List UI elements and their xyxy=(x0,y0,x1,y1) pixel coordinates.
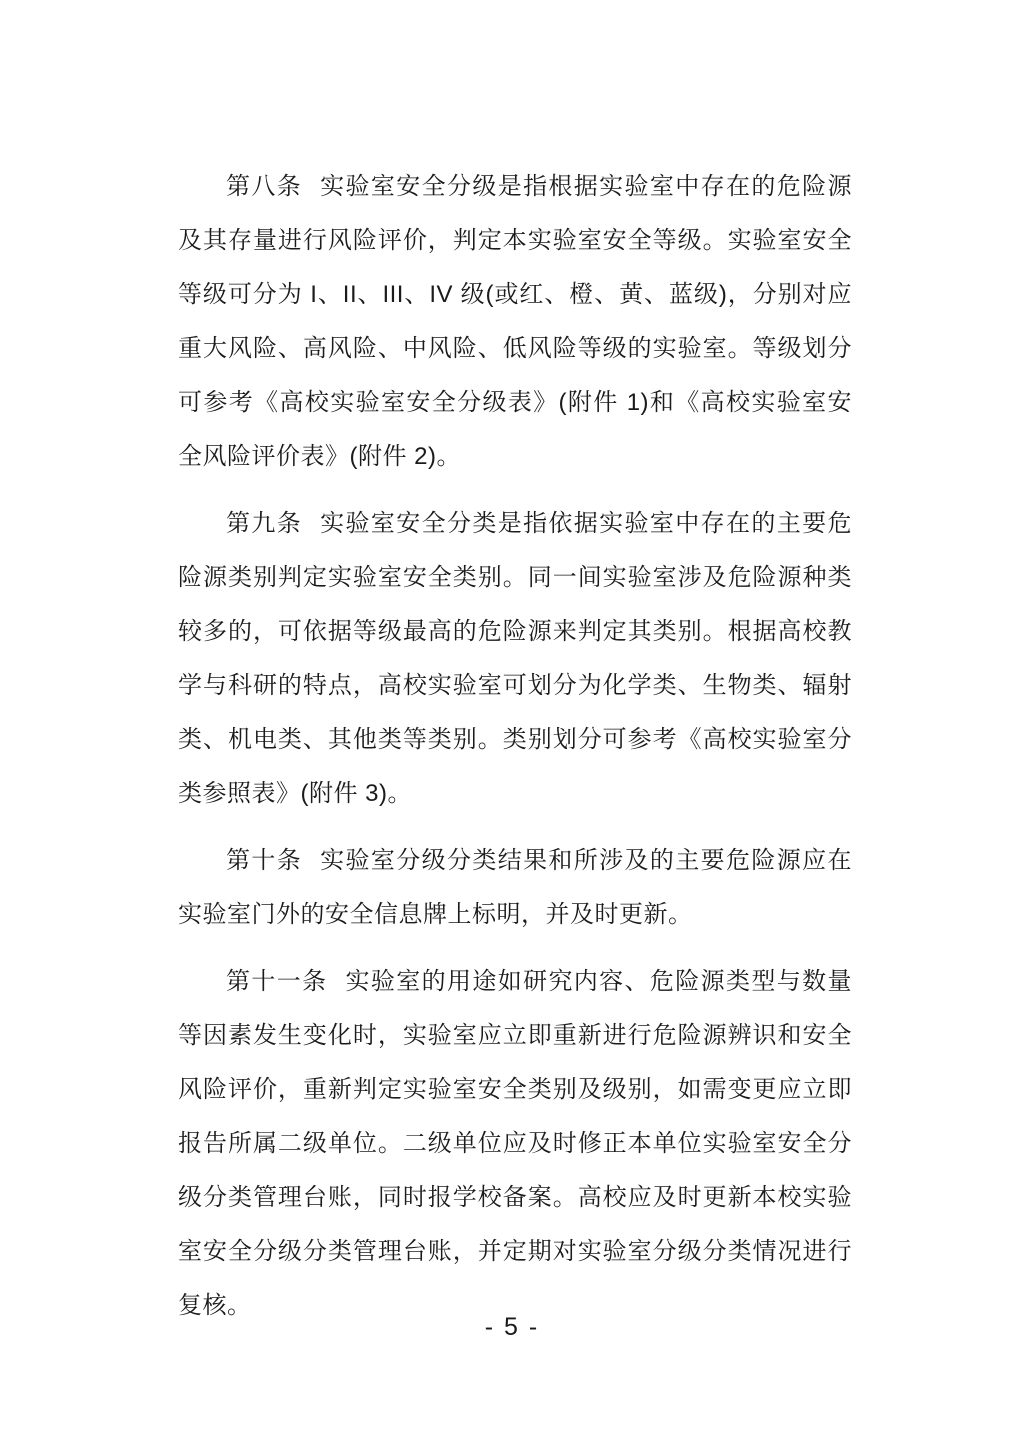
paragraph-article-11 xyxy=(178,955,852,1333)
paragraph-article-8 xyxy=(178,160,852,484)
article-8-text: 实验室安全分级是指根据实验室中存在的危险源及其存量进行风险评价，判定本实验室安全等级。实验室安全等级可分为 I、II、III、IV 级(或红、橙、黄、蓝级)，分别对应重大风险、高风险、中风险、低风险等级的实验室。等级划分可参考《高校实验室安全分级表》(附件 1)和《高校实验室安全风险评价表》(附件 2)。 xyxy=(178,173,852,470)
paragraph-article-9 xyxy=(178,497,852,821)
document-body xyxy=(178,160,852,1333)
page-footer xyxy=(0,1312,1024,1342)
article-9-label: 第九条 xyxy=(226,510,303,537)
article-10-text: 实验室分级分类结果和所涉及的主要危险源应在实验室门外的安全信息牌上标明，并及时更新。 xyxy=(178,847,852,928)
paragraph-article-10 xyxy=(178,834,852,942)
page-number: - 5 - xyxy=(484,1313,540,1341)
article-11-label: 第十一条 xyxy=(226,968,328,995)
article-9-text: 实验室安全分类是指依据实验室中存在的主要危险源类别判定实验室安全类别。同一间实验室涉及危险源种类较多的，可依据等级最高的危险源来判定其类别。根据高校教学与科研的特点，高校实验室可划分为化学类、生物类、辐射类、机电类、其他类等类别。类别划分可参考《高校实验室分类参照表》(附件 3)。 xyxy=(178,510,852,807)
article-10-label: 第十条 xyxy=(226,847,303,874)
article-8-label: 第八条 xyxy=(226,173,303,200)
article-11-text: 实验室的用途如研究内容、危险源类型与数量等因素发生变化时，实验室应立即重新进行危险源辨识和安全风险评价，重新判定实验室安全类别及级别，如需变更应立即报告所属二级单位。二级单位应及时修正本单位实验室安全分级分类管理台账，同时报学校备案。高校应及时更新本校实验室安全分级分类管理台账，并定期对实验室分级分类情况进行复核。 xyxy=(178,968,853,1319)
